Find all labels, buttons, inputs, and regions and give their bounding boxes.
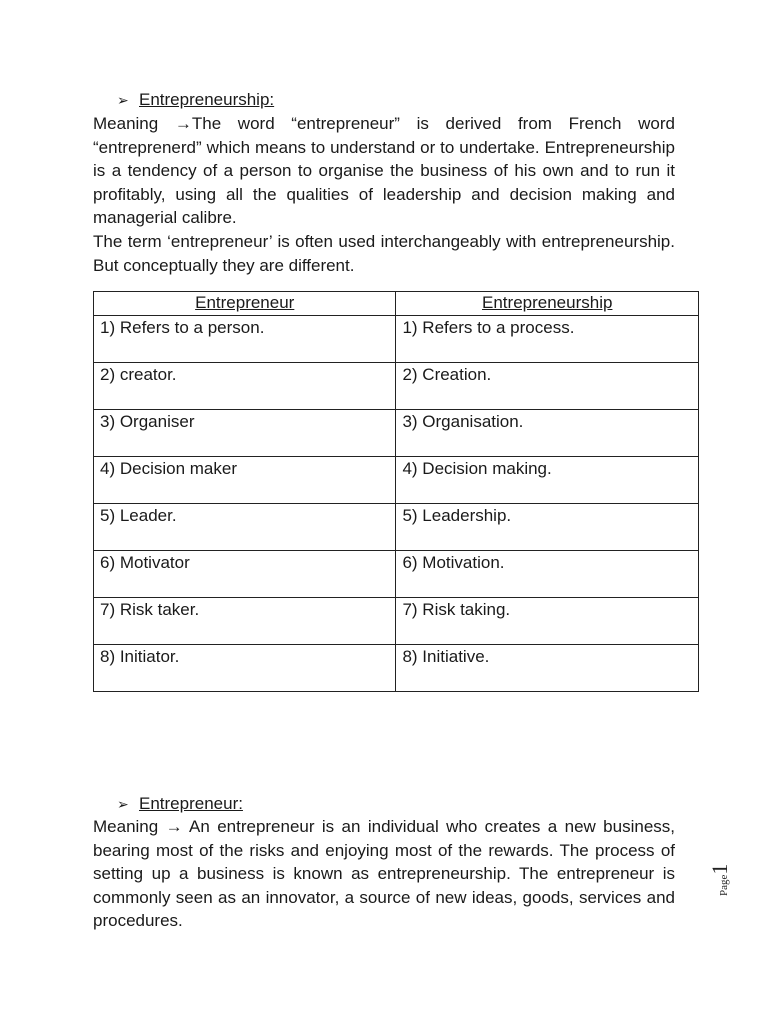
table-cell: 7) Risk taker.	[94, 598, 396, 645]
section-heading-entrepreneurship	[117, 88, 274, 112]
table-cell: 4) Decision maker	[94, 457, 396, 504]
table-cell: 8) Initiator.	[94, 645, 396, 692]
table-cell: 3) Organiser	[94, 410, 396, 457]
bullet-arrow-icon: ➢	[117, 796, 129, 812]
bullet-arrow-icon: ➢	[117, 92, 129, 108]
table-row	[94, 645, 699, 692]
table-header-row	[94, 292, 699, 316]
heading-label: Entrepreneurship:	[139, 90, 275, 109]
table-cell: 6) Motivation.	[396, 551, 699, 598]
table-cell: 8) Initiative.	[396, 645, 699, 692]
paragraph: Meaning →The word “entrepreneur” is derived from French word “entreprenerd” which means to understand or to undertake. Entrepreneurship is a tendency of a person to organise the business of his own and to run it profitably, using all the qualities of leadership and decision making and managerial calibre.	[93, 114, 675, 228]
table-row	[94, 551, 699, 598]
table-row	[94, 316, 699, 363]
column-header: Entrepreneurship	[396, 292, 699, 316]
table-row	[94, 457, 699, 504]
table-cell: 1) Refers to a process.	[396, 316, 699, 363]
table-cell: 7) Risk taking.	[396, 598, 699, 645]
table-cell: 2) Creation.	[396, 363, 699, 410]
table-cell: 5) Leadership.	[396, 504, 699, 551]
page-number-value: 1	[707, 863, 732, 875]
table-cell: 5) Leader.	[94, 504, 396, 551]
table-row	[94, 363, 699, 410]
table-cell: 3) Organisation.	[396, 410, 699, 457]
table-row	[94, 504, 699, 551]
table-row	[94, 410, 699, 457]
comparison-table	[93, 291, 699, 692]
paragraph: The term ‘entrepreneur’ is often used interchangeably with entrepreneurship. But conceptually they are different.	[93, 231, 675, 275]
table-cell: 6) Motivator	[94, 551, 396, 598]
table-cell: 2) creator.	[94, 363, 396, 410]
paragraph: Meaning → An entrepreneur is an individual who creates a new business, bearing most of the risks and enjoying most of the rewards. The process of setting up a business is known as entrepreneurship. The entrepreneur is commonly seen as an innovator, a source of new ideas, goods, services and procedures.	[93, 817, 675, 931]
section-heading-entrepreneur	[117, 792, 243, 816]
page-label: Page	[718, 874, 730, 896]
heading-label: Entrepreneur:	[139, 794, 243, 813]
entrepreneur-meaning	[93, 815, 675, 933]
column-header: Entrepreneur	[94, 292, 396, 316]
table-row	[94, 598, 699, 645]
page-number	[707, 864, 733, 896]
table-cell: 1) Refers to a person.	[94, 316, 396, 363]
entrepreneurship-meaning	[93, 112, 675, 277]
table-cell: 4) Decision making.	[396, 457, 699, 504]
